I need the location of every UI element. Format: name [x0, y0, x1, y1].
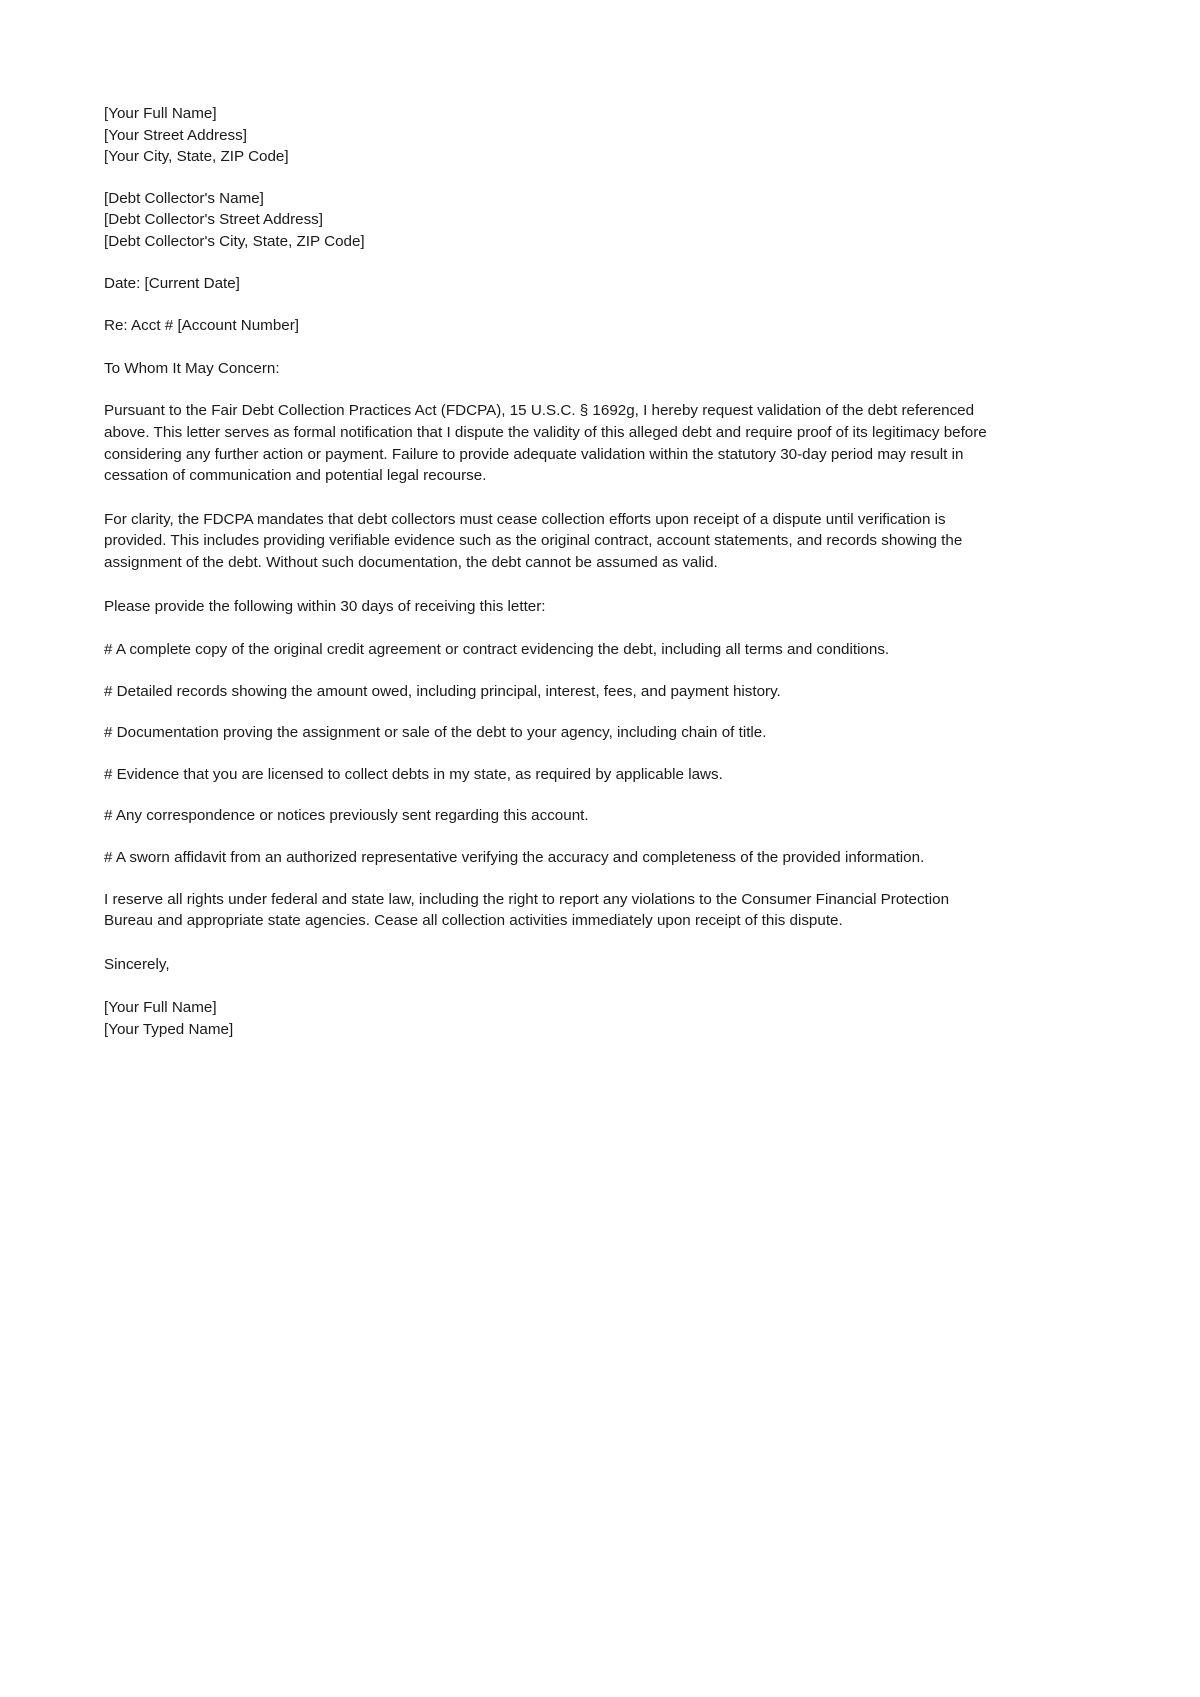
date-line: Date: [Current Date] [104, 274, 240, 292]
recipient-address-line: [Debt Collector's City, State, ZIP Code] [104, 232, 365, 250]
reference-line: Re: Acct # [Account Number] [104, 317, 299, 335]
recipient-address-block [104, 188, 997, 253]
recipient-address-line: [Debt Collector's Name] [104, 189, 264, 207]
requested-items-list [104, 639, 997, 869]
list-item: # Evidence that you are licensed to collect debts in my state, as required by applicable laws. [104, 765, 723, 783]
sender-address-line: [Your Street Address] [104, 126, 247, 144]
list-item: # A sworn affidavit from an authorized representative verifying the accuracy and completeness of the provided information. [104, 849, 925, 867]
sender-address-line: [Your Full Name] [104, 105, 217, 122]
rights-paragraph: I reserve all rights under federal and state law, including the right to report any violations to the Consumer Financial Protection Bureau and appropriate state agencies. Cease all collection activities immediately upon receipt of this dispute. [104, 890, 950, 930]
body-paragraph-1: Pursuant to the Fair Debt Collection Practices Act (FDCPA), 15 U.S.C. § 1692g, I hereby request validation of the debt referenced above. This letter serves as formal notification that I dispute the validity of this alleged debt and require proof of its legitimacy before considering any further action or payment. Failure to provide adequate validation within the statutory 30-day period may result in cessation of communication and potential legal recourse. [104, 402, 987, 485]
list-item: # Documentation proving the assignment or sale of the debt to your agency, including chain of title. [104, 724, 767, 742]
sender-address-line: [Your City, State, ZIP Code] [104, 148, 289, 166]
list-item: # Any correspondence or notices previously sent regarding this account. [104, 807, 589, 825]
letter-body [104, 103, 997, 1041]
list-item: # Detailed records showing the amount owed, including principal, interest, fees, and payment history. [104, 682, 781, 700]
signature-block [104, 997, 997, 1040]
body-paragraph-2: For clarity, the FDCPA mandates that debt collectors must cease collection efforts upon receipt of a dispute until verification is provided. This includes providing verifiable evidence such as the original contract, account statements, and records showing the assignment of the debt. Without such documentation, the debt cannot be assumed as valid. [104, 510, 963, 571]
signature-line: [Your Typed Name] [104, 1021, 234, 1039]
sender-address-block [104, 103, 997, 168]
signature-line: [Your Full Name] [104, 999, 217, 1017]
recipient-address-line: [Debt Collector's Street Address] [104, 211, 323, 229]
closing-salutation: Sincerely, [104, 955, 170, 973]
request-intro: Please provide the following within 30 days of receiving this letter: [104, 597, 546, 615]
salutation: To Whom It May Concern: [104, 359, 280, 377]
list-item: # A complete copy of the original credit agreement or contract evidencing the debt, including all terms and conditions. [104, 641, 890, 659]
